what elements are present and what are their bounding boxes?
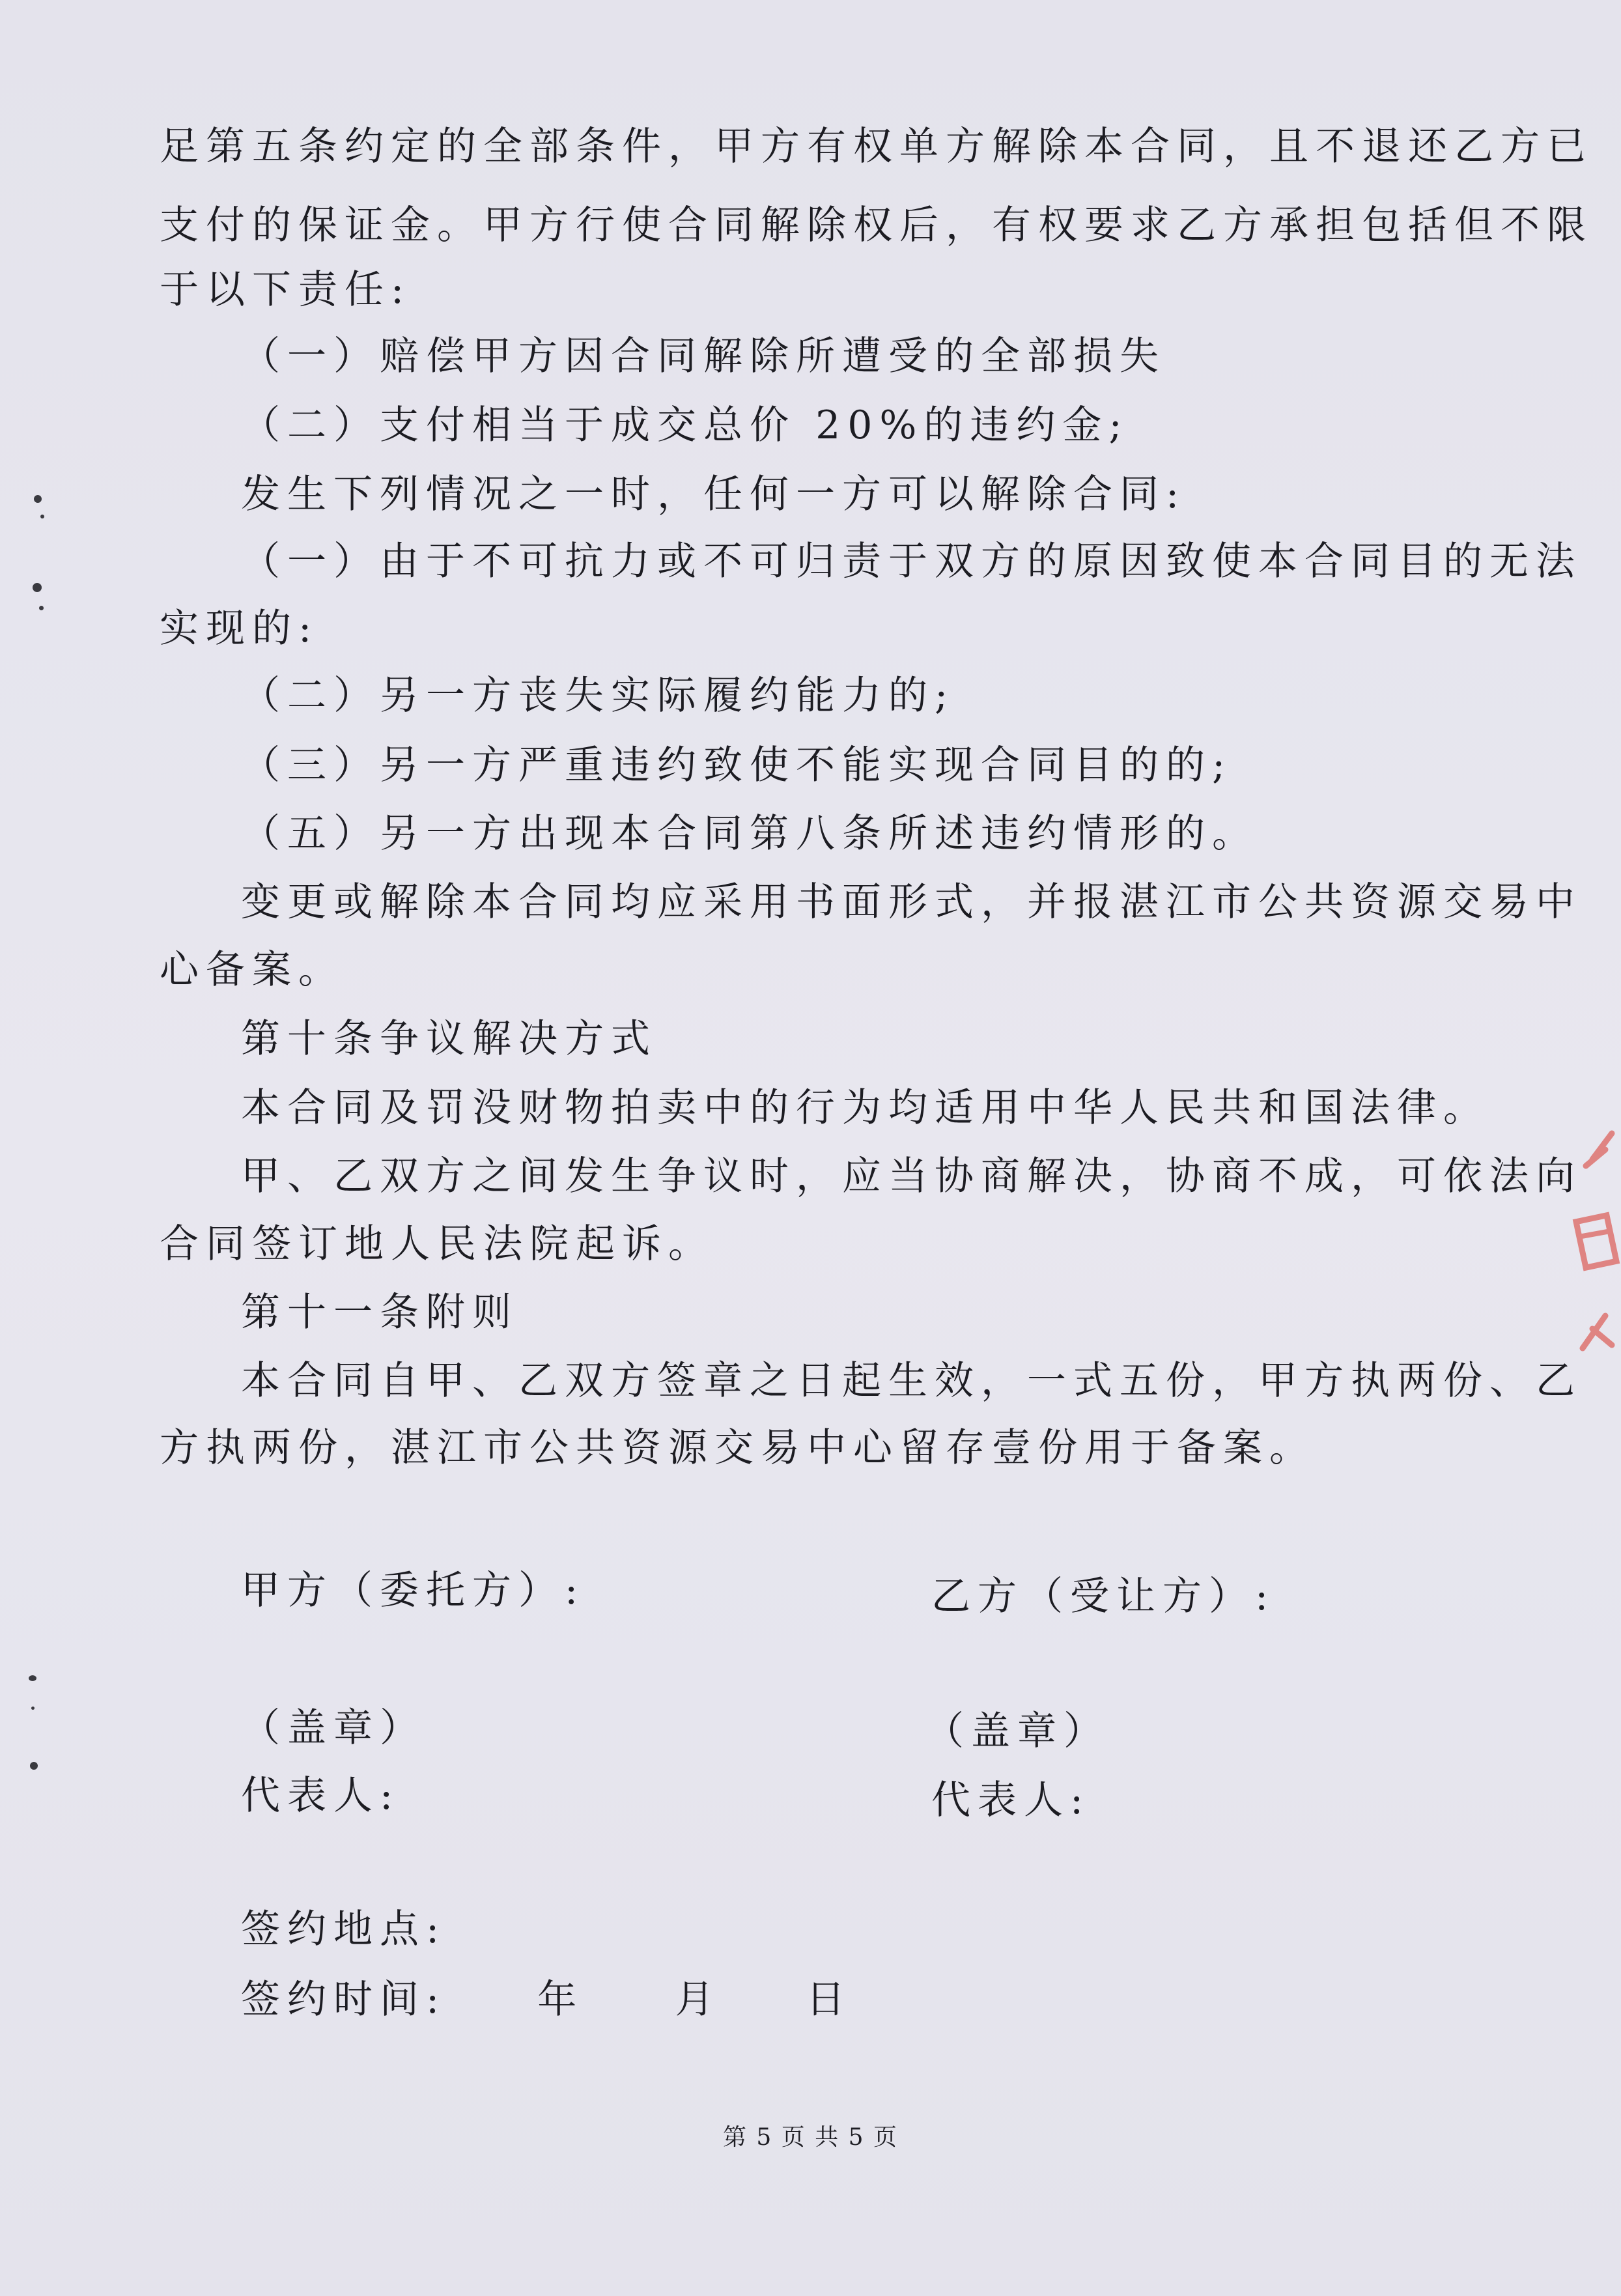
scan-speck xyxy=(29,1675,36,1681)
paragraph-line-1: 足第五条约定的全部条件，甲方有权单方解除本合同，且不退还乙方已 xyxy=(160,124,1593,169)
paragraph-line-15: 本合同及罚没财物拍卖中的行为均适用中华人民共和国法律。 xyxy=(241,1085,1489,1131)
signing-time-row xyxy=(241,1977,853,2022)
day-label: 日 xyxy=(806,1977,853,2022)
year-label: 年 xyxy=(537,1977,584,2022)
paragraph-line-8: 实现的: xyxy=(160,606,319,651)
red-seal-fragment xyxy=(1566,1120,1621,1394)
paragraph-line-19: 本合同自甲、乙双方签章之日起生效，一式五份，甲方执两份、乙 xyxy=(241,1358,1582,1404)
scan-speck xyxy=(33,583,42,592)
paragraph-line-7: （一）由于不可抗力或不可归责于双方的原因致使本合同目的无法 xyxy=(241,539,1582,584)
party-b-label: 乙方（受让方）: xyxy=(931,1574,1276,1619)
paragraph-line-17: 合同签订地人民法院起诉。 xyxy=(160,1221,714,1267)
paragraph-line-6: 发生下列情况之一时，任何一方可以解除合同: xyxy=(241,472,1187,517)
section-heading-11: 第十一条附则 xyxy=(241,1290,518,1335)
scan-speck xyxy=(40,515,44,518)
paragraph-line-2: 支付的保证金。甲方行使合同解除权后，有权要求乙方承担包括但不限 xyxy=(160,203,1593,248)
month-label: 月 xyxy=(675,1977,722,2022)
party-a-label: 甲方（委托方）: xyxy=(241,1568,585,1613)
party-b-representative: 代表人: xyxy=(931,1778,1091,1823)
party-b-seal: （盖章） xyxy=(925,1708,1110,1754)
scan-speck xyxy=(34,495,42,503)
signing-place-label: 签约地点: xyxy=(241,1906,447,1952)
party-a-seal: （盖章） xyxy=(241,1705,426,1751)
party-a-representative: 代表人: xyxy=(241,1773,401,1819)
scan-speck xyxy=(30,1762,38,1770)
scan-speck xyxy=(31,1707,35,1710)
scan-speck xyxy=(39,606,44,610)
paragraph-line-10: （三）另一方严重违约致使不能实现合同目的的; xyxy=(241,743,1233,788)
page-footer: 第 5 页 共 5 页 xyxy=(722,2124,899,2151)
paragraph-line-5: （二）支付相当于成交总价 20%的违约金; xyxy=(241,403,1129,448)
paragraph-line-3: 于以下责任: xyxy=(160,267,412,313)
paragraph-line-9: （二）另一方丧失实际履约能力的; xyxy=(241,673,955,718)
signing-time-label: 签约时间: xyxy=(241,1977,447,2022)
paragraph-line-13: 心备案。 xyxy=(160,947,345,993)
paragraph-line-4: （一）赔偿甲方因合同解除所遭受的全部损失 xyxy=(241,333,1166,379)
paragraph-line-20: 方执两份，湛江市公共资源交易中心留存壹份用于备案。 xyxy=(160,1425,1316,1471)
paragraph-line-16: 甲、乙双方之间发生争议时，应当协商解决，协商不成，可依法向 xyxy=(241,1154,1582,1199)
section-heading-10: 第十条争议解决方式 xyxy=(241,1016,657,1062)
paragraph-line-12: 变更或解除本合同均应采用书面形式，并报湛江市公共资源交易中 xyxy=(241,879,1582,925)
paragraph-line-11: （五）另一方出现本合同第八条所述违约情形的。 xyxy=(241,811,1258,857)
